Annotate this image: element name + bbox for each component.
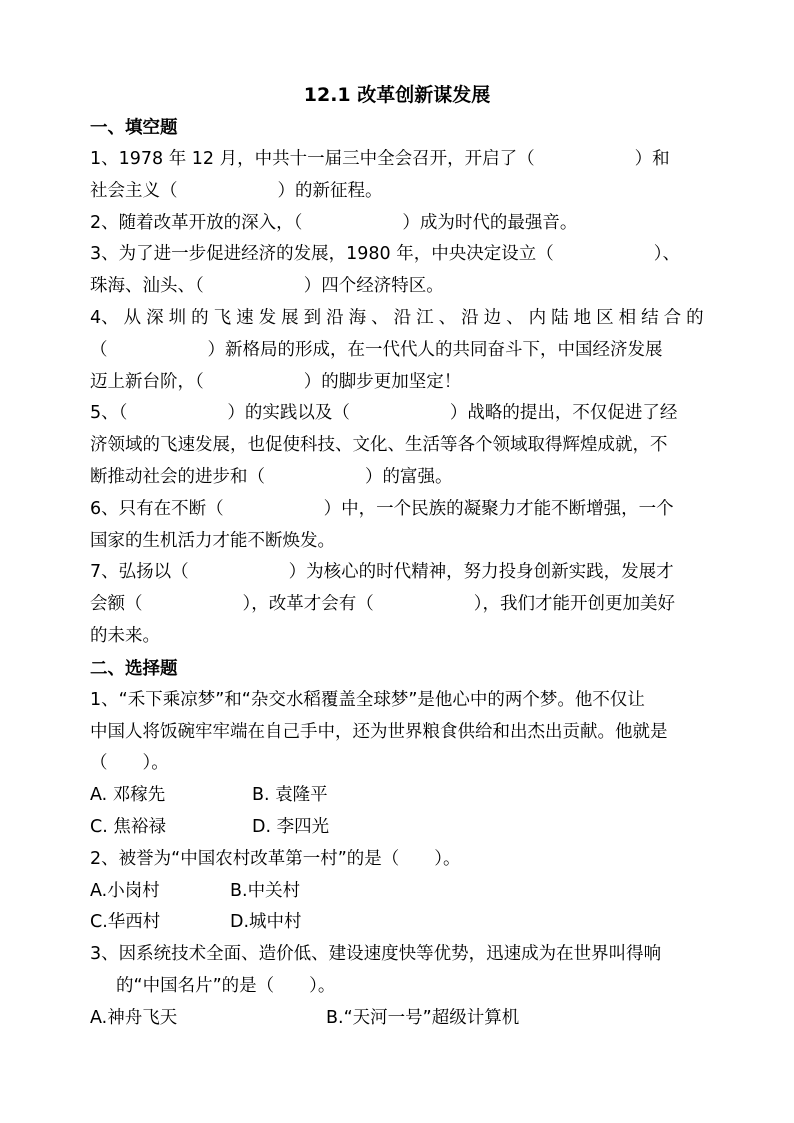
char: 、	[506, 307, 524, 328]
char: 到	[303, 307, 322, 328]
char: 陆	[551, 307, 569, 328]
option-a[interactable]: A. 邓稼先	[90, 785, 166, 806]
option-c[interactable]: C.华西村	[90, 912, 161, 933]
text: ），我们才能开创更加美好	[473, 594, 675, 615]
char: 速	[236, 307, 254, 328]
text: 2、随着改革开放的深入，（	[90, 212, 303, 233]
choice-q1-line3: （ ）。	[90, 753, 169, 774]
option-a[interactable]: A.神舟飞天	[90, 1007, 178, 1028]
option-d[interactable]: D.城中村	[230, 912, 302, 933]
fill-q5-line2: 济领域的飞速发展，也促使科技、文化、生活等各个领域取得辉煌成就，不	[90, 435, 668, 456]
fill-q3-line1	[90, 239, 704, 271]
fill-q3-line2	[90, 271, 704, 303]
text: 断推动社会的进步和（	[90, 466, 265, 487]
char: 的	[191, 307, 209, 328]
choice-q1-line1: 1、“禾下乘凉梦”和“杂交水稻覆盖全球梦”是他心中的两个梦。他不仅让	[90, 689, 645, 710]
char: 飞	[213, 307, 232, 328]
fill-q5-line3	[90, 462, 704, 494]
char: 、	[371, 307, 389, 328]
text: ）四个经济特区。	[303, 276, 444, 297]
option-c[interactable]: C. 焦裕禄	[90, 816, 166, 837]
text: ）战略的提出，不仅促进了经	[449, 403, 678, 424]
fill-q4-line1	[90, 303, 704, 335]
char: 4、	[90, 307, 119, 328]
fill-q4-line2	[90, 335, 704, 367]
fill-q7-line1	[90, 557, 704, 589]
fill-q1-line2	[90, 176, 704, 208]
text: （	[90, 339, 108, 360]
char: 合	[663, 307, 682, 328]
text: ）的富强。	[365, 466, 453, 487]
option-a[interactable]: A.小岗村	[90, 880, 160, 901]
text: ）中，一个民族的凝聚力才能不断增强，一个	[323, 498, 674, 519]
text: 社会主义（	[90, 180, 178, 201]
char: 沿	[461, 307, 479, 328]
text: 3、为了进一步促进经济的发展，1980 年，中央决定设立（	[90, 244, 554, 265]
char: 圳	[168, 307, 187, 328]
text: ）、	[653, 244, 680, 265]
fill-q4-line3	[90, 367, 704, 399]
text: 会额（	[90, 594, 143, 615]
char: 从	[123, 307, 142, 328]
choice-q2-line1: 2、被誉为“中国农村改革第一村”的是（ ）。	[90, 848, 461, 869]
fill-q2-line1	[90, 208, 704, 240]
fill-q5-line1	[90, 398, 704, 430]
char: 地	[573, 307, 592, 328]
choice-q2-options-cd	[90, 907, 704, 939]
fill-q6-line2: 国家的生机活力才能不断焕发。	[90, 530, 335, 551]
choice-q3-line1: 3、因系统技术全面、造价低、建设速度快等优势，迅速成为在世界叫得响	[90, 944, 662, 965]
worksheet-page	[90, 78, 704, 1035]
char: 边	[483, 307, 502, 328]
char: 沿	[393, 307, 412, 328]
option-b[interactable]: B.中关村	[230, 880, 301, 901]
fill-q7-line3: 的未来。	[90, 625, 160, 646]
char: 相	[618, 307, 637, 328]
section-heading-fill: 一、填空题	[90, 118, 178, 138]
text: 5、（	[90, 403, 128, 424]
choice-q3-options-ab	[90, 1003, 704, 1035]
char: 江	[416, 307, 434, 328]
char: 深	[146, 307, 164, 328]
choice-q2-options-ab	[90, 876, 704, 908]
option-d[interactable]: D. 李四光	[252, 816, 330, 837]
char: 、	[438, 307, 457, 328]
text: ）新格局的形成，在一代代人的共同奋斗下，中国经济发展	[207, 339, 663, 360]
text: ）的实践以及（	[227, 403, 350, 424]
choice-q1-line2: 中国人将饭碗牢牢端在自己手中，还为世界粮食供给和出杰出贡献。他就是	[90, 721, 668, 742]
char: 的	[686, 307, 704, 328]
text: 珠海、汕头、（	[90, 276, 204, 297]
text: 7、弘扬以（	[90, 562, 189, 583]
text: ）成为时代的最强音。	[402, 212, 578, 233]
section-heading-choice: 二、选择题	[90, 658, 178, 679]
text: ），改革才会有（	[242, 594, 374, 615]
choice-q1-options-ab	[90, 780, 704, 812]
char: 结	[641, 307, 659, 328]
text: ）和	[634, 149, 670, 169]
text: 1、1978 年 12 月，中共十一届三中全会召开，开启了（	[90, 149, 535, 169]
text: ）为核心的时代精神，努力投身创新实践，发展才	[288, 562, 674, 583]
option-b[interactable]: B. 袁隆平	[252, 785, 328, 806]
option-b[interactable]: B.“天河一号”超级计算机	[326, 1007, 520, 1028]
choice-q1-options-cd	[90, 812, 704, 844]
text: 迈上新台阶，（	[90, 371, 204, 392]
char: 沿	[326, 307, 344, 328]
char: 区	[596, 307, 614, 328]
text: ）的脚步更加坚定！	[303, 371, 462, 392]
text: ）的新征程。	[277, 180, 383, 201]
char: 展	[281, 307, 299, 328]
fill-q6-line1	[90, 494, 704, 526]
fill-q1-line1	[90, 144, 704, 176]
choice-q3-line2: 的“中国名片”的是（ ）。	[116, 975, 336, 996]
char: 内	[528, 307, 547, 328]
fill-q7-line2	[90, 589, 704, 621]
page-title: 12.1 改革创新谋发展	[303, 84, 491, 106]
char: 发	[258, 307, 277, 328]
text: 6、只有在不断（	[90, 498, 224, 519]
char: 海	[348, 307, 367, 328]
